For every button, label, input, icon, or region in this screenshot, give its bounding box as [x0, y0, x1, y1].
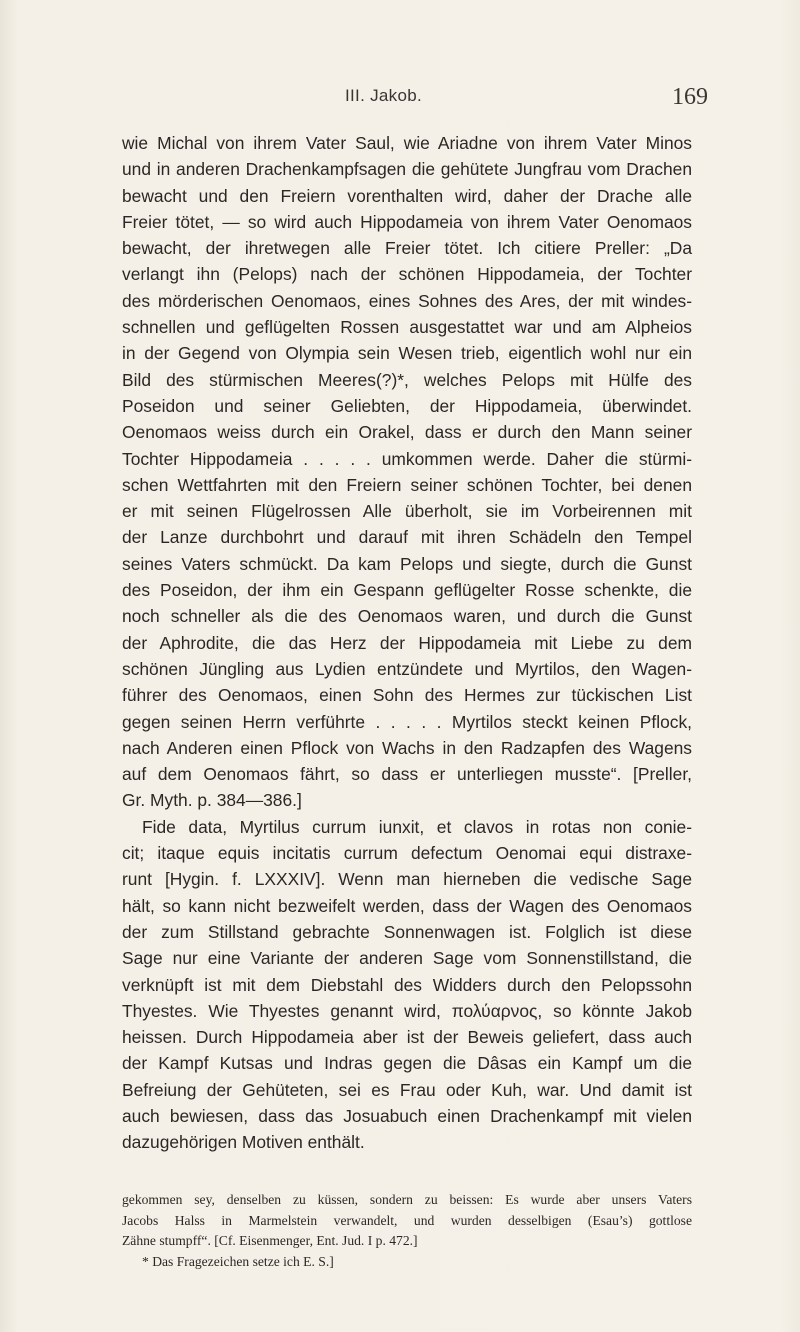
text-line: verlangt ihn (Pelops) nach der schönen Hippodameia, der Tochter	[122, 264, 692, 285]
text-line: der Aphrodite, die das Herz der Hippodameia mit Liebe zu dem	[122, 632, 692, 653]
footnote-line: gekommen sey, denselben zu küssen, sondern zu beissen: Es wurde aber unsers Vaters	[122, 1192, 692, 1207]
text-line: in der Gegend von Olympia sein Wesen trieb, eigentlich wohl nur ein	[122, 343, 692, 364]
text-line: cit; itaque equis incitatis currum defectum Oenomai equi distraxe-	[122, 843, 692, 864]
page-number: 169	[672, 84, 708, 110]
text-line: seines Vaters schmückt. Da kam Pelops und siegte, durch die Gunst	[122, 553, 692, 574]
text-line: der zum Stillstand gebrachte Sonnenwagen ist. Folglich ist diese	[122, 921, 692, 942]
text-line: schen Wettfahrten mit den Freiern seiner schönen Tochter, bei denen	[122, 474, 692, 495]
text-line: Gr. Myth. p. 384—386.]	[122, 790, 302, 811]
text-line: der Lanze durchbohrt und darauf mit ihren Schädeln den Tempel	[122, 527, 692, 548]
text-line: Befreiung der Gehüteten, sei es Frau oder Kuh, war. Und damit ist	[122, 1079, 692, 1100]
footnote-line: * Das Fragezeichen setze ich E. S.]	[142, 1253, 334, 1269]
text-line: schnellen und geflügelten Rossen ausgestattet war und am Alpheios	[122, 317, 692, 338]
text-line: bewacht und den Freiern vorenthalten wird, daher der Drache alle	[122, 185, 692, 206]
text-line: wie Michal von ihrem Vater Saul, wie Ariadne von ihrem Vater Minos	[122, 133, 692, 153]
text-line: hält, so kann nicht bezweifelt werden, dass der Wagen des Oenomaos	[122, 895, 692, 916]
text-line: Thyestes. Wie Thyestes genannt wird, πολύαρνος, so könnte Jakob	[122, 1000, 692, 1021]
text-line: gegen seinen Herrn verführte . . . . . Myrtilos steckt keinen Pflock,	[122, 711, 692, 732]
text-line: Oenomaos weiss durch ein Orakel, dass er durch den Mann seiner	[122, 422, 692, 443]
text-line: führer des Oenomaos, einen Sohn des Hermes zur tückischen List	[122, 685, 692, 706]
text-line: dazugehörigen Motiven enthält.	[122, 1132, 365, 1153]
running-head	[0, 86, 800, 116]
text-line: der Kampf Kutsas und Indras gegen die Dâsas ein Kampf um die	[122, 1053, 692, 1074]
footnote-line: Zähne stumpff“. [Cf. Eisenmenger, Ent. Jud. I p. 472.]	[122, 1233, 418, 1248]
text-line: Sage nur eine Variante der anderen Sage vom Sonnenstillstand, die	[122, 948, 692, 969]
footnote-line: Jacobs Halss in Marmelstein verwandelt, und wurden desselbigen (Esau’s) gottlose	[122, 1212, 692, 1228]
text-line: runt [Hygin. f. LXXXIV]. Wenn man hierneben die vedische Sage	[122, 869, 692, 890]
text-line: Poseidon und seiner Geliebten, der Hippodameia, überwindet.	[122, 395, 692, 416]
text-line: auf dem Oenomaos fährt, so dass er unterliegen musste“. [Preller,	[122, 764, 692, 785]
text-line: verknüpft ist mit dem Diebstahl des Widders durch den Pelopssohn	[122, 974, 692, 995]
text-line: heissen. Durch Hippodameia aber ist der Beweis geliefert, dass auch	[122, 1027, 692, 1048]
text-line: Freier tötet, — so wird auch Hippodameia von ihrem Vater Oenomaos	[122, 211, 692, 232]
text-line: und in anderen Drachenkampfsagen die gehütete Jungfrau vom Drachen	[122, 159, 692, 180]
text-line: er mit seinen Flügelrossen Alle überholt, sie im Vorbeirennen mit	[122, 501, 692, 522]
text-line: Bild des stürmischen Meeres(?)*, welches Pelops mit Hülfe des	[122, 369, 692, 390]
footnotes-block	[122, 1190, 692, 1272]
main-text-block	[122, 130, 692, 1156]
text-line: des mörderischen Oenomaos, eines Sohnes des Ares, der mit windes-	[122, 290, 692, 311]
text-line: nach Anderen einen Pflock von Wachs in den Radzapfen des Wagens	[122, 737, 692, 758]
text-line: Tochter Hippodameia . . . . . umkommen werde. Daher die stürmi-	[122, 448, 692, 469]
running-title: III. Jakob.	[345, 86, 423, 105]
text-line: noch schneller als die des Oenomaos waren, und durch die Gunst	[122, 606, 692, 627]
text-line: bewacht, der ihretwegen alle Freier tötet. Ich citiere Preller: „Da	[122, 238, 692, 259]
text-line: Fide data, Myrtilus currum iunxit, et clavos in rotas non conie-	[142, 816, 692, 837]
text-line: des Poseidon, der ihm ein Gespann geflügelter Rosse schenkte, die	[122, 580, 692, 601]
text-line: auch bewiesen, dass das Josuabuch einen Drachenkampf mit vielen	[122, 1105, 692, 1126]
text-line: schönen Jüngling aus Lydien entzündete und Myrtilos, den Wagen-	[122, 658, 692, 679]
